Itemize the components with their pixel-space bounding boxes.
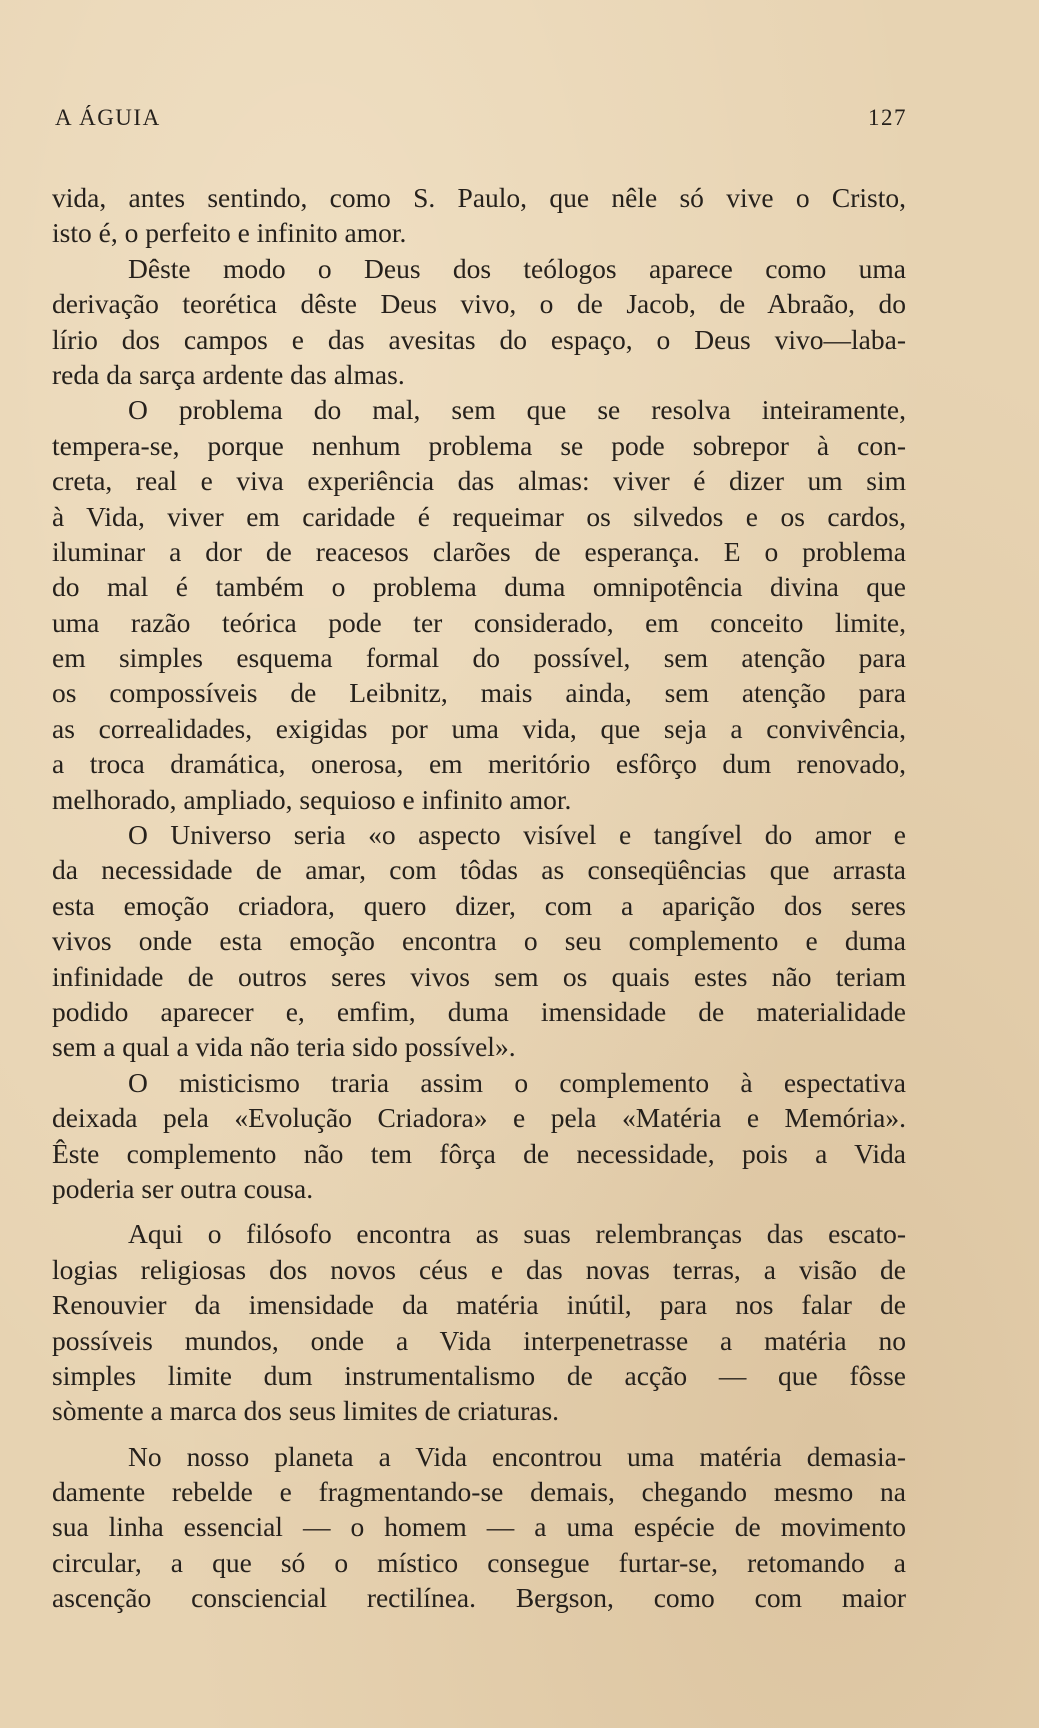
text-line: deixada pela «Evolução Criadora» e pela «Matéria e Memória».	[52, 1102, 906, 1134]
text-line: à Vida, viver em caridade é requeimar os silvedos e os cardos,	[52, 500, 906, 532]
text-line: do mal é também o problema duma omnipotência divina que	[52, 571, 906, 603]
text-line: lírio dos campos e das avesitas do espaço, o Deus vivo—laba-	[52, 323, 906, 355]
text-line: Renouvier da imensidade da matéria inútil, para nos falar de	[52, 1289, 906, 1321]
text-line: O problema do mal, sem que se resolva inteiramente,	[128, 394, 906, 426]
text-line: damente rebelde e fragmentando-se demais, chegando mesmo na	[52, 1476, 906, 1508]
text-line: esta emoção criadora, quero dizer, com a aparição dos seres	[52, 889, 906, 921]
text-line: creta, real e viva experiência das almas: viver é dizer um sim	[52, 465, 906, 497]
text-line: iluminar a dor de reacesos clarões de esperança. E o problema	[52, 535, 906, 567]
text-line: os compossíveis de Leibnitz, mais ainda, sem atenção para	[52, 677, 906, 709]
text-line: poderia ser outra cousa.	[52, 1172, 314, 1204]
text-line: podido aparecer e, emfim, duma imensidade de materialidade	[52, 995, 906, 1027]
text-line: uma razão teórica pode ter considerado, em conceito limite,	[52, 606, 906, 638]
text-line: a troca dramática, onerosa, em meritório esfôrço dum renovado,	[52, 748, 906, 780]
text-line: da necessidade de amar, com tôdas as conseqüências que arrasta	[52, 854, 906, 886]
text-line: simples limite dum instrumentalismo de acção — que fôsse	[52, 1359, 906, 1391]
text-line: Dêste modo o Deus dos teólogos aparece como uma	[128, 252, 906, 284]
text-line: vivos onde esta emoção encontra o seu complemento e duma	[52, 925, 906, 957]
body-text	[52, 180, 906, 1616]
text-line: derivação teorética dêste Deus vivo, o de Jacob, de Abraão, do	[52, 288, 906, 320]
text-line: O misticismo traria assim o complemento à espectativa	[128, 1066, 906, 1098]
text-line: Aqui o filósofo encontra as suas relembranças das escato-	[128, 1218, 906, 1250]
journal-title: A ÁGUIA	[55, 105, 161, 130]
text-line: as correalidades, exigidas por uma vida, que seja a convivência,	[52, 712, 906, 744]
text-line: circular, a que só o místico consegue furtar-se, retomando a	[52, 1546, 906, 1578]
text-line: em simples esquema formal do possível, sem atenção para	[52, 642, 906, 674]
text-line: logias religiosas dos novos céus e das novas terras, a visão de	[52, 1253, 906, 1285]
text-line: sem a qual a vida não teria sido possível».	[52, 1031, 516, 1063]
text-line: No nosso planeta a Vida encontrou uma matéria demasia-	[128, 1440, 906, 1472]
text-line: reda da sarça ardente das almas.	[52, 358, 405, 390]
text-line: O Universo seria «o aspecto visível e tangível do amor e	[128, 819, 906, 851]
text-line: melhorado, ampliado, sequioso e infinito amor.	[52, 783, 572, 815]
page-number: 127	[868, 105, 907, 130]
text-line: sua linha essencial — o homem — a uma espécie de movimento	[52, 1511, 906, 1543]
text-line: isto é, o perfeito e infinito amor.	[52, 217, 407, 249]
text-line: ascenção consciencial rectilínea. Bergson, como com maior	[52, 1582, 906, 1614]
text-line: tempera-se, porque nenhum problema se pode sobrepor à con-	[52, 429, 906, 461]
text-line: Êste complemento não tem fôrça de necessidade, pois a Vida	[52, 1137, 906, 1169]
text-line: infinidade de outros seres vivos sem os quais estes não teriam	[52, 960, 906, 992]
text-line: sòmente a marca dos seus limites de criaturas.	[52, 1395, 560, 1427]
text-line: possíveis mundos, onde a Vida interpenetrasse a matéria no	[52, 1324, 906, 1356]
text-line: vida, antes sentindo, como S. Paulo, que nêle só vive o Cristo,	[52, 182, 906, 213]
